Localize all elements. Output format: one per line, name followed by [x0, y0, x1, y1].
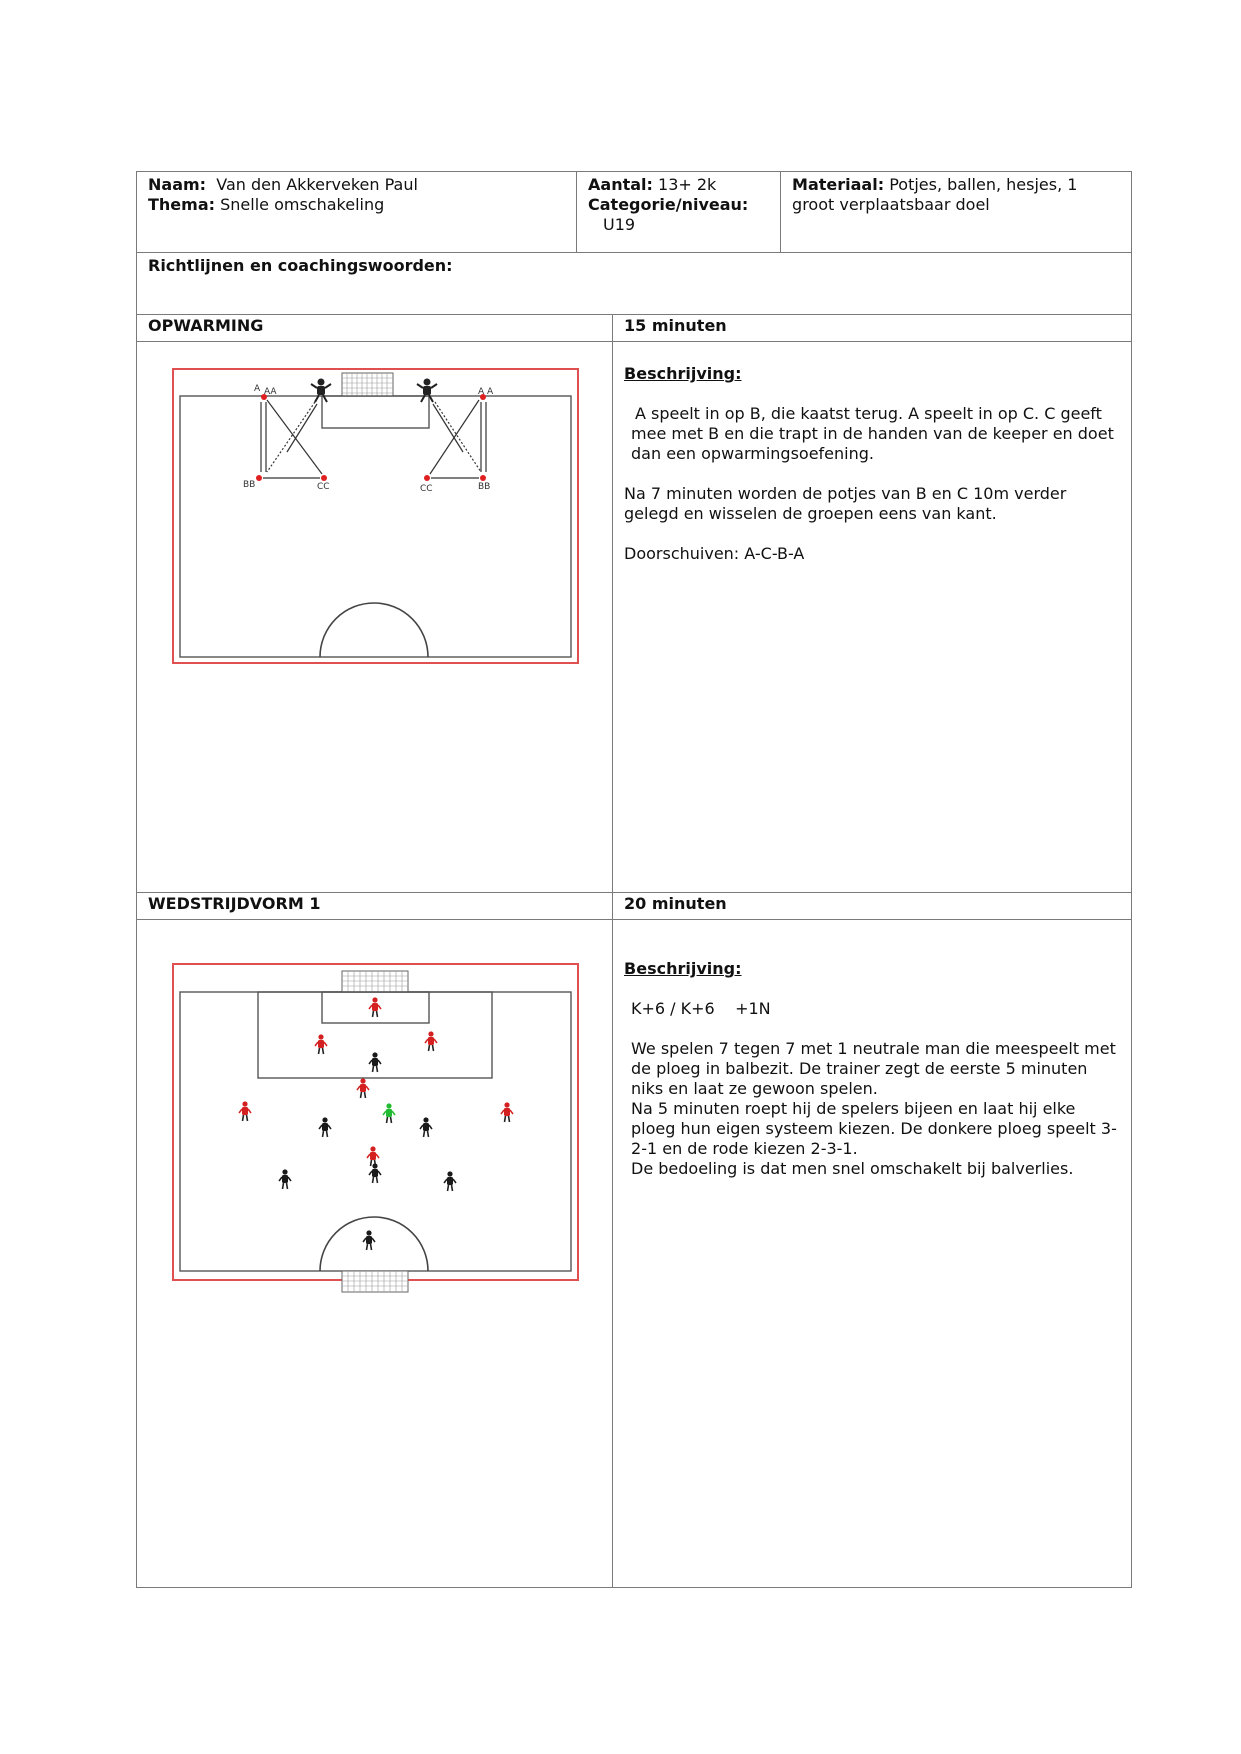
- red-player-icon: [357, 1078, 369, 1098]
- label-bb-right: BB: [478, 482, 491, 492]
- naam-value: Van den Akkerveken Paul: [216, 175, 418, 194]
- wedstrijdvorm-description-heading: Beschrijving:: [624, 959, 742, 978]
- label-cc-right: CC: [420, 484, 433, 494]
- cone-b-right: [480, 475, 486, 481]
- naam-label: Naam:: [148, 175, 207, 194]
- opwarming-paragraph: A speelt in op B, die kaatst terug. A speelt in op C. C geeft mee met B en die trapt in de handen van de keeper en doet dan een opwarmingsoefening.: [631, 404, 1114, 463]
- richtlijnen-label: Richtlijnen en coachingswoorden:: [137, 253, 1132, 315]
- label-a-right-2: A: [487, 387, 494, 397]
- thema-value: Snelle omschakeling: [220, 195, 385, 214]
- aantal-value: 13+ 2k: [658, 175, 717, 194]
- naam-thema-cell: [137, 172, 577, 253]
- centre-arc: [320, 603, 428, 657]
- training-sheet: [136, 171, 1132, 1588]
- red-player-icon: [425, 1031, 437, 1051]
- wedstrijdvorm-line: Na 5 minuten roept hij de spelers bijeen en laat hij elke ploeg hun eigen systeem kiezen. De donkere ploeg speelt 3-2-1 en de rode kiezen 2-3-1.: [631, 1099, 1117, 1158]
- opwarming-diagram-cell: [137, 342, 613, 893]
- pitch-boundary: [180, 992, 571, 1271]
- wedstrijdvorm-line: We spelen 7 tegen 7 met 1 neutrale man die meespeelt met de ploeg in balbezit. De trainer zegt de eerste 5 minuten niks en laat ze gewoon spelen.: [631, 1039, 1116, 1098]
- bottom-goal-net: [342, 1271, 408, 1292]
- field-outer-frame: [173, 964, 578, 1280]
- field-outer-frame: [173, 369, 578, 663]
- top-goal-net: [342, 971, 408, 992]
- goal-area: [322, 396, 429, 428]
- dark-player-icon: [369, 1163, 381, 1183]
- keeper-icon: [417, 379, 437, 403]
- materiaal-cell: [781, 172, 1132, 253]
- aantal-categorie-cell: [577, 172, 781, 253]
- red-player-icon: [239, 1101, 251, 1121]
- centre-arc: [320, 1217, 428, 1271]
- categorie-label: Categorie/niveau:: [588, 195, 749, 214]
- materiaal-value: Potjes, ballen, hesjes, 1 groot verplaatsbaar doel: [792, 175, 1078, 214]
- red-player-icon: [501, 1102, 513, 1122]
- label-a-left: A: [254, 384, 261, 394]
- cone-c-right: [424, 475, 430, 481]
- opwarming-field-diagram: [137, 342, 613, 887]
- wedstrijdvorm-diagram-cell: [137, 920, 613, 1588]
- cone-b-left: [256, 475, 262, 481]
- dark-player-icon: [444, 1171, 456, 1191]
- thema-label: Thema:: [148, 195, 216, 214]
- wedstrijdvorm-line: De bedoeling is dat men snel omschakelt bij balverlies.: [631, 1159, 1074, 1178]
- label-bb-left: BB: [243, 480, 256, 490]
- categorie-value: U19: [603, 215, 636, 234]
- wedstrijdvorm-formation: K+6 / K+6 +1N: [631, 999, 771, 1018]
- red-keeper-icon: [369, 997, 381, 1017]
- dark-keeper-icon: [363, 1230, 375, 1250]
- goal-net: [342, 373, 393, 396]
- wedstrijdvorm-description: [613, 920, 1132, 1588]
- opwarming-paragraph: Na 7 minuten worden de potjes van B en C 10m verder gelegd en wisselen de groepen eens van kant.: [624, 484, 1067, 523]
- opwarming-paragraph: Doorschuiven: A-C-B-A: [624, 544, 805, 563]
- dark-player-icon: [319, 1117, 331, 1137]
- dark-player-icon: [279, 1169, 291, 1189]
- opwarming-title: OPWARMING: [137, 315, 613, 342]
- red-player-icon: [367, 1146, 379, 1166]
- dark-player-icon: [420, 1117, 432, 1137]
- label-cc-left: CC: [317, 482, 330, 492]
- opwarming-description: Beschrijving: A speelt in op B, die kaatst terug. A speelt in op C. C geeft mee met B en die trapt in de handen van de keeper en doet dan een opwarmingsoefening. Na 7 minuten worden de potjes van B en C 10m verder gelegd en wisselen de groepen eens van kant. Doorschuiven: A-C-B-A: [613, 342, 1132, 893]
- wedstrijdvorm-field-diagram: [137, 920, 613, 1582]
- materiaal-label: Materiaal:: [792, 175, 885, 194]
- cone-c-left: [321, 475, 327, 481]
- opwarming-duration: 15 minuten: [613, 315, 1132, 342]
- aantal-label: Aantal:: [588, 175, 653, 194]
- label-a-right: A: [478, 387, 485, 397]
- red-player-icon: [315, 1034, 327, 1054]
- keeper-icon: [311, 379, 331, 403]
- neutral-player-icon: [383, 1103, 395, 1123]
- opwarming-description-heading: Beschrijving: [624, 364, 736, 383]
- dark-player-icon: [369, 1052, 381, 1072]
- label-aa-left: AA: [264, 387, 277, 397]
- wedstrijdvorm-duration: 20 minuten: [613, 893, 1132, 920]
- pitch-boundary: [180, 396, 571, 657]
- wedstrijdvorm-title: WEDSTRIJDVORM 1: [137, 893, 613, 920]
